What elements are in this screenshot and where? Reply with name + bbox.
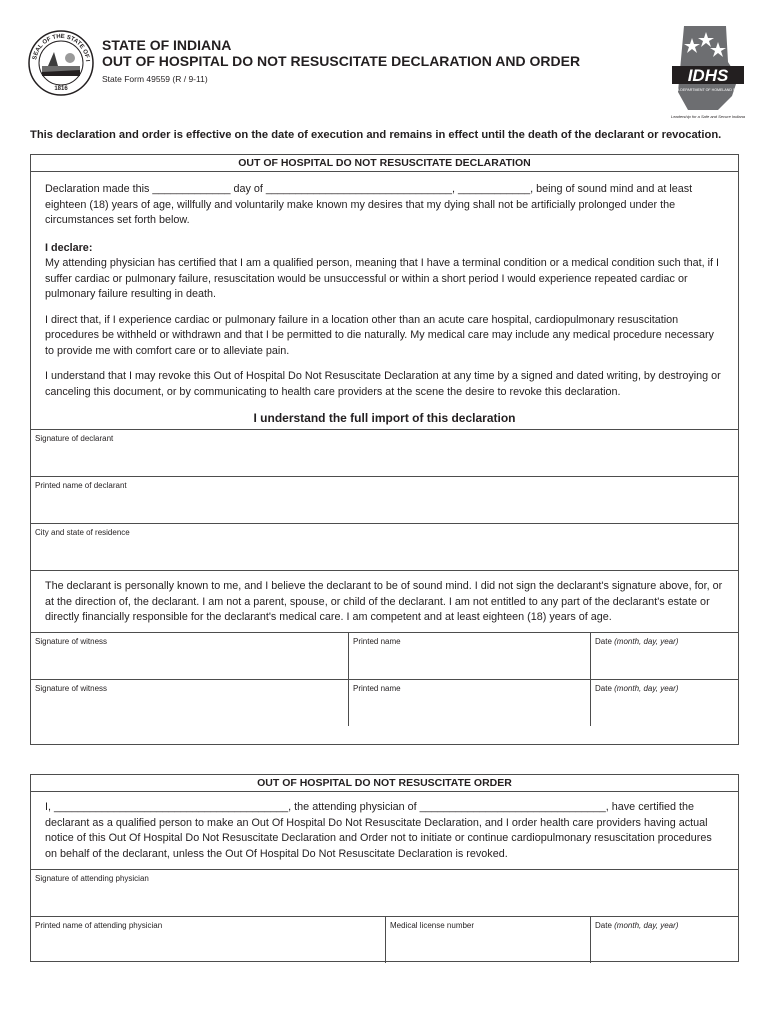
witness-printed-name-field[interactable] (348, 633, 590, 679)
page-title-state: STATE OF INDIANA (102, 37, 232, 53)
declaration-qualified: My attending physician has certified that I am a qualified person, meaning that I have a terminal condition or a medical condition such that, if I suffer cardiac or pulmonary failure, resuscitation would be unsuccessful or within a short period I would experience repeated cardiac or pulmonary failure resulting in death. (45, 257, 719, 300)
medical-license-field[interactable] (385, 917, 590, 963)
witness-signature-field[interactable] (31, 680, 348, 726)
witness-statement-text: The declarant is personally known to me, and I believe the declarant to be of sound mind. I did not sign the declarant's signature above, for, or at the direction of, the declarant. I am not a parent, spouse, or child of the declarant. I am not entitled to any part of the declarant's estate or directly financially responsible for the declarant's medical care. I am competent and at least eighteen (18) years of age. (45, 580, 723, 623)
state-seal (28, 30, 94, 96)
physician-signature-field[interactable] (31, 869, 738, 916)
i-declare-heading: I declare: (45, 241, 93, 254)
witness-statement (31, 570, 738, 632)
form-number: State Form 49559 (R / 9-11) (102, 74, 208, 84)
effective-notice: This declaration and order is effective on the date of execution and remains in effect until the death of the declarant or revocation. (30, 129, 722, 141)
declaration-intro: Declaration made this _____________ day of _______________________________, ____________, being of sound mind and at least eighteen (18) years of age, willfully and voluntarily make known my desires that my dying shall not be artificially prolonged under the circumstances set forth below. (45, 183, 693, 226)
logo-subtext: INDIANA DEPARTMENT OF HOMELAND SECURITY (668, 88, 746, 92)
seal-year: 1816 (54, 86, 68, 92)
physician-printed-name-field[interactable] (31, 917, 385, 963)
witness-signature-field[interactable] (31, 633, 348, 679)
witness-printed-name-label: Printed name (353, 637, 401, 646)
witness-date-field[interactable] (590, 633, 738, 679)
witness-date-hint: (month, day, year) (614, 684, 679, 693)
logo-tagline: Leadership for a Safe and Secure Indiana (670, 114, 746, 119)
physician-date-label: Date (595, 921, 612, 930)
declarant-residence-field[interactable] (31, 523, 738, 570)
medical-license-label: Medical license number (390, 921, 475, 930)
order-section (30, 774, 739, 962)
physician-details-row (31, 916, 738, 963)
declarant-signature-label: Signature of declarant (35, 434, 114, 443)
witness-row (31, 632, 738, 679)
witness-row (31, 679, 738, 726)
witness-date-label: Date (595, 684, 612, 693)
witness-printed-name-label: Printed name (353, 684, 401, 693)
declaration-heading: OUT OF HOSPITAL DO NOT RESUSCITATE DECLARATION (31, 155, 738, 172)
title-block (102, 37, 580, 84)
witness-printed-name-field[interactable] (348, 680, 590, 726)
witness-date-field[interactable] (590, 680, 738, 726)
declaration-section (30, 154, 739, 745)
witness-signature-label: Signature of witness (35, 684, 108, 693)
declaration-directive: I direct that, if I experience cardiac or pulmonary failure in a location other than an acute care hospital, cardiopulmonary resuscitation procedures be withheld or withdrawn and that I be permitted to die naturally. My medical care may include any medical procedure necessary to provide me with comfort care or to alleviate pain. (45, 313, 714, 357)
physician-printed-name-label: Printed name of attending physician (35, 921, 163, 930)
declarant-residence-label: City and state of residence (35, 528, 130, 537)
page-title-form: OUT OF HOSPITAL DO NOT RESUSCITATE DECLARATION AND ORDER (102, 53, 581, 69)
declarant-printed-name-field[interactable] (31, 476, 738, 523)
physician-signature-label: Signature of attending physician (35, 874, 149, 883)
declaration-revoke: I understand that I may revoke this Out of Hospital Do Not Resuscitate Declaration at any time by a signed and dated writing, by destroying or canceling this document, or by communicating to health care providers at the scene the desire to revoke this declaration. (45, 370, 721, 398)
order-text: I, _______________________________________, the attending physician of _______________________________, have certified the declarant as a qualified person to make an Out Of Hospital Do Not Resuscitate Declaration, and I order health care providers having actual notice of this Out Of Hospital Do Not Resuscitate Declaration and Order not to initiate or continue cardiopulmonary resuscitation procedures on behalf of the declarant, unless the Out Of Hospital Do Not Resuscitate Declaration is revoked. (45, 801, 712, 860)
witness-signature-label: Signature of witness (35, 637, 108, 646)
order-heading: OUT OF HOSPITAL DO NOT RESUSCITATE ORDER (31, 775, 738, 792)
declarant-signature-field[interactable] (31, 429, 738, 476)
declarant-printed-name-label: Printed name of declarant (35, 481, 127, 490)
logo-text: IDHS (687, 66, 729, 85)
understand-heading: I understand the full import of this declaration (253, 411, 516, 425)
idhs-logo (668, 22, 746, 122)
witness-date-hint: (month, day, year) (614, 637, 679, 646)
physician-date-field[interactable] (590, 917, 738, 963)
physician-date-hint: (month, day, year) (614, 921, 679, 930)
seal-text: SEAL OF THE STATE OF I (32, 33, 90, 62)
witness-date-label: Date (595, 637, 612, 646)
svg-text:SEAL OF THE STATE OF INDIANA (28, 30, 90, 62)
